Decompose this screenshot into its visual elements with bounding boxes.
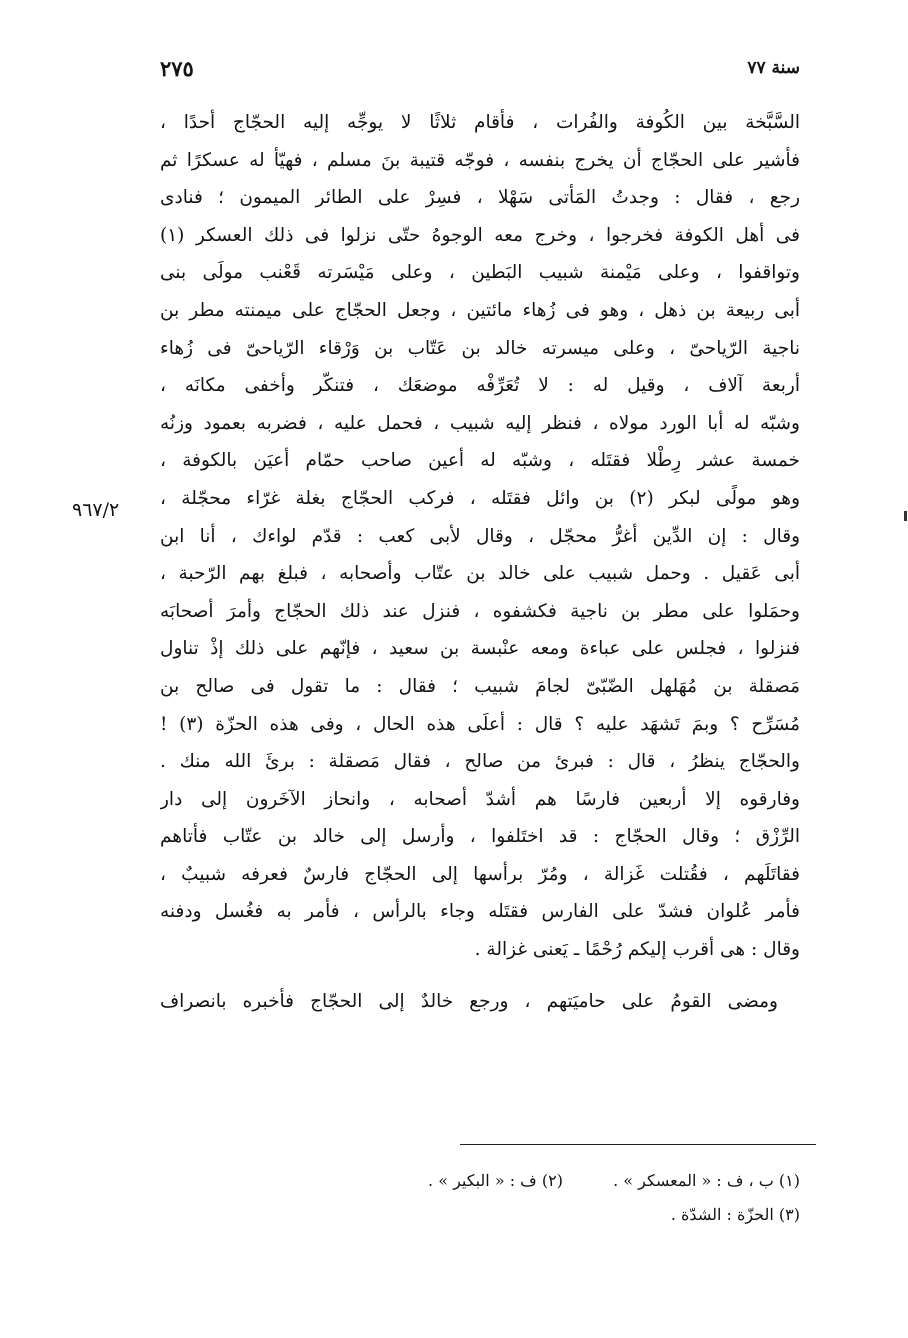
text-line: وقال : إن الدِّين أغرُّ محجّل ، وقال لأبى كعب : قدّم لواءك ، أنا ابن (160, 525, 800, 547)
main-text (160, 104, 800, 1020)
text-line: رجع ، فقال : وجدتُ المَأتى سَهْلا ، فسِرْ على الطائر الميمون ؛ فنادى (160, 187, 800, 209)
text-line: فنزلوا ، فجلس على عباءة ومعه عنْبسة بن سعيد ، فإنّهم على ذلك إذْ تناول (160, 638, 800, 660)
text-line: فقاتَلَهم ، فقُتلت غَزالة ، ومُرّ برأسها إلى الحجّاج فارسٌ فعرفه شبيبٌ ، (160, 863, 800, 885)
text-line: وهو مولًى لبكر (٢) بن وائل فقتَله ، فركب الحجّاج بغلة غرّاء محجّلة ، (160, 487, 800, 509)
text-line: فى أهل الكوفة فخرجوا ، وخرج معه الوجوهُ حتّى نزلوا فى ذلك العسكر (١) (160, 224, 800, 246)
footnote-row (300, 1164, 800, 1198)
page-header (160, 58, 800, 92)
text-line: وفارقوه إلا أربعين فارسًا هم أشدّ أصحابه ، وانحاز الآخَرون إلى دار (160, 788, 800, 810)
footnote-rule (460, 1144, 816, 1145)
footnote-1: (١) ب ، ف : « المعسكر » . (613, 1171, 800, 1190)
text-line: وشبّه له أبا الورد مولاه ، فنظر إليه شبيب ، فحمل عليه ، فضربه بعمود وزنُه (160, 412, 800, 434)
text-line: فأشير على الحجّاج أن يخرج بنفسه ، فوجّه قتيبة بنَ مسلم ، فهيّأ له عسكرًا ثم (160, 149, 800, 171)
text-line: السَّبَّخة بين الكُوفة والفُرات ، فأقام ثلاثًا لا يوجِّه إليه الحجّاج أحدًا ، (160, 112, 800, 133)
text-line: أربعة آلاف ، وقيل له : لا تُعَرِّفْه موضعَك ، فتنكّر وأخفى مكانَه ، (160, 375, 800, 397)
text-line: أبى عَقيل . وحمل شبيب على خالد بن عتّاب وأصحابه ، فبلغ بهم الرّحبة ، (160, 563, 800, 585)
text-line: مُسَرِّح ؟ وبمَ تَشهَد عليه ؟ قال : أعلَى هذه الحال ، وفى هذه الحزّة (٣) ! (160, 713, 800, 735)
margin-reference: ٩٦٧/٢ (72, 499, 120, 521)
text-line: وتواقفوا ، وعلى مَيْمنة شبيب البَطين ، وعلى مَيْسَرته قَعْنب مولَى بنى (160, 262, 800, 284)
running-head: سنة ٧٧ (747, 58, 800, 78)
footnotes (300, 1164, 800, 1232)
text-line: والحجّاج ينظرُ ، قال : فبرئ من صالح ، فقال مَصقلة : برئَ الله منك . (160, 751, 800, 773)
page-number: ٢٧٥ (160, 56, 194, 81)
paragraph-gap (160, 969, 800, 983)
text-line: مَصقلة بن مُهَلهل الضّبّىّ لجامَ شبيب ؛ فقال : ما تقول فى صالح بن (160, 675, 800, 697)
footnote-2: (٢) ف : « البكير » . (428, 1171, 563, 1190)
text-line: خمسة عشر رِطْلا فقتَله ، وشبّه له أعين صاحب حمّام أعيَن بالكوفة ، (160, 450, 800, 472)
text-line: وحمَلوا على مطر بن ناجية فكشفوه ، فنزل عند ذلك الحجّاج وأمرَ أصحابَه (160, 600, 800, 622)
text-line: ناجية الرّياحىّ ، وعلى ميسرته خالد بن عَتّاب بن وَرْقاء الرّياحىّ فى زُهاء (160, 337, 800, 359)
margin-mark (904, 511, 907, 521)
text-line: الرِّزْق ؛ وقال الحجّاج : قد اختَلفوا ، وأرسل إلى خالد بن عتّاب فأتاهم (160, 826, 800, 848)
text-line: وقال : هى أقرب إليكم رُحْمًا ـ يَعنى غزالة . (474, 939, 800, 961)
footnote-3: (٣) الحزّة : الشدّة . (670, 1205, 800, 1224)
text-line: فأمر عُلوان فشدّ على الفارس فقتَله وجاء بالرأس ، فأمر به فغُسل ودفنه (160, 901, 800, 923)
paragraph-opening-line: ومضى القومُ على حاميَتهم ، ورجع خالدٌ إلى الحجّاج فأخبره بانصراف (160, 990, 778, 1012)
text-line: أبى ربيعة بن ذهل ، وهو فى زُهاء مائتين ، وجعل الحجّاج على ميمنته مطر بن (160, 299, 800, 321)
footnote-row (300, 1198, 800, 1232)
